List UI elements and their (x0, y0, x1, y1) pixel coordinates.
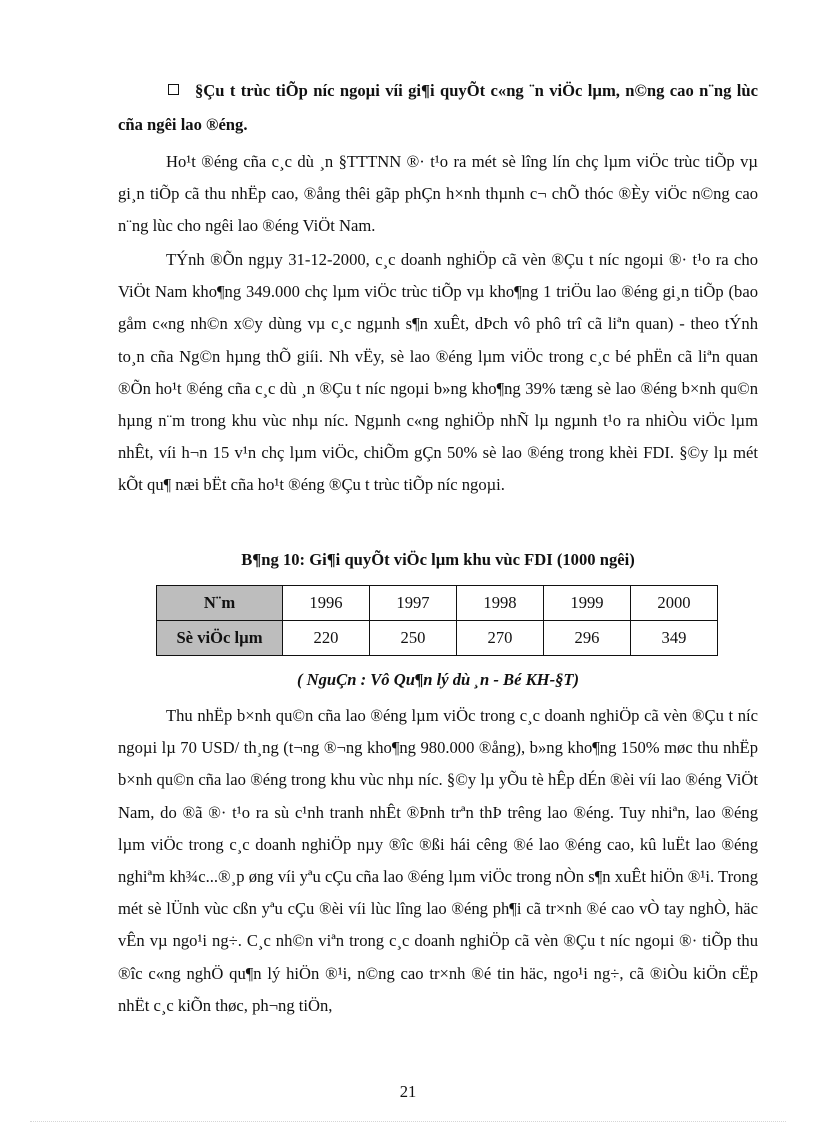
jobs-cell: 250 (370, 621, 457, 656)
year-cell: 1997 (370, 586, 457, 621)
row-label-jobs: Sè viÖc lµm (157, 621, 283, 656)
paragraph-1: Ho¹t ®éng cña c¸c dù ¸n §TTTNN ®· t¹o ra mét sè lîng lín chç lµm viÖc trùc tiÕp vµ gi¸n tiÕp cã thu nhËp cao, ®ång thêi gãp phÇn h×nh thµnh c¬ chÕ thóc ®Èy viÖc n©ng cao n¨ng lùc cho ngêi lao ®éng ViÖt Nam. (118, 152, 758, 236)
square-bullet-icon (168, 84, 179, 95)
jobs-cell: 220 (283, 621, 370, 656)
page-number: 21 (399, 1082, 417, 1101)
table-caption: B¶ng 10: Gi¶i quyÕt viÖc lµm khu vùc FDI (1000 ngêi) (241, 550, 635, 569)
jobs-table (156, 585, 718, 656)
row-label-year: N¨m (157, 586, 283, 621)
table-row-jobs (157, 621, 718, 656)
jobs-cell: 270 (457, 621, 544, 656)
table-row-years (157, 586, 718, 621)
year-cell: 1998 (457, 586, 544, 621)
year-cell: 1999 (544, 586, 631, 621)
paragraph-2: TÝnh ®Õn ngµy 31-12-2000, c¸c doanh nghiÖp cã vèn ®Çu t níc ngoµi ®· t¹o ra cho ViÖt Nam kho¶ng 349.000 chç lµm viÖc trùc tiÕp vµ kho¶ng 1 triÖu lao ®éng gi¸n tiÕp (bao gåm c«ng nh©n x©y dùng vµ c¸c ngµnh s¶n xuÊt, dÞch vô phô trî cã liªn quan) - theo tÝnh to¸n cña Ng©n hµng thÕ giíi. Nh vËy, sè lao ®éng lµm viÖc trong c¸c bé phËn cã liªn quan ®Õn ho¹t ®éng cña c¸c dù ¸n ®Çu t níc ngoµi b»ng kho¶ng 39% tæng sè lao ®éng b×nh qu©n hµng n¨m trong khu vùc nhµ níc. Ngµnh c«ng nghiÖp nhÑ lµ ngµnh t¹o ra nhiÒu viÖc lµm nhÊt, víi h¬n 15 v¹n chç lµm viÖc, chiÕm gÇn 50% sè lao ®éng trong khèi FDI. §©y lµ mét kÕt qu¶ næi bËt cña ho¹t ®éng ®Çu t trùc tiÕp níc ngoµi. (118, 250, 758, 495)
jobs-cell: 349 (631, 621, 718, 656)
table-source: ( NguÇn : Vô Qu¶n lý dù ¸n - Bé KH-§T) (296, 670, 580, 689)
jobs-cell: 296 (544, 621, 631, 656)
paragraph-3: Thu nhËp b×nh qu©n cña lao ®éng lµm viÖc trong c¸c doanh nghiÖp cã vèn ®Çu t níc ngoµi lµ 70 USD/ th¸ng (t¬ng ®¬ng kho¶ng 980.000 ®ång), b»ng kho¶ng 150% møc thu nhËp b×nh qu©n cña lao ®éng trong khu vùc nhµ níc. §©y lµ yÕu tè hÊp dÉn ®èi víi lao ®éng ViÖt Nam, do ®ã ®· t¹o ra sù c¹nh tranh nhÊt ®Þnh trªn thÞ trêng lao ®éng. Tuy nhiªn, lao ®éng lµm viÖc trong c¸c doanh nghiÖp nµy ®îc ®ßi hái cêng ®é lao ®éng cao, kû luËt lao ®éng nghiªm kh¾c...®¸p øng víi yªu cÇu cña lao ®éng lµm viÖc trong nÒn s¶n xuÊt hiÖn ®¹i. Trong mét sè lÜnh vùc cßn yªu cÇu ®èi víi lùc lîng lao ®éng ph¶i cã tr×nh ®é cao vÒ tay nghÒ, häc vÊn vµ ngo¹i ng÷. C¸c nh©n viªn trong c¸c doanh nghiÖp cã vèn ®Çu t níc ngoµi ®· tiÕp thu ®îc c«ng nghÖ qu¶n lý hiÖn ®¹i, n©ng cao tr×nh ®é tin häc, ngo¹i ng÷, cã ®iÒu kiÖn cËp nhËt c¸c kiÕn thøc, ph¬ng tiÖn, (118, 706, 758, 1015)
section-heading (118, 74, 758, 142)
year-cell: 2000 (631, 586, 718, 621)
year-cell: 1996 (283, 586, 370, 621)
page-bottom-divider (30, 1121, 786, 1122)
section-heading-text: §Çu t trùc tiÕp níc ngoµi víi gi¶i quyÕt c«ng ¨n viÖc lµm, n©ng cao n¨ng lùc cña ngêi lao ®éng. (118, 81, 758, 134)
